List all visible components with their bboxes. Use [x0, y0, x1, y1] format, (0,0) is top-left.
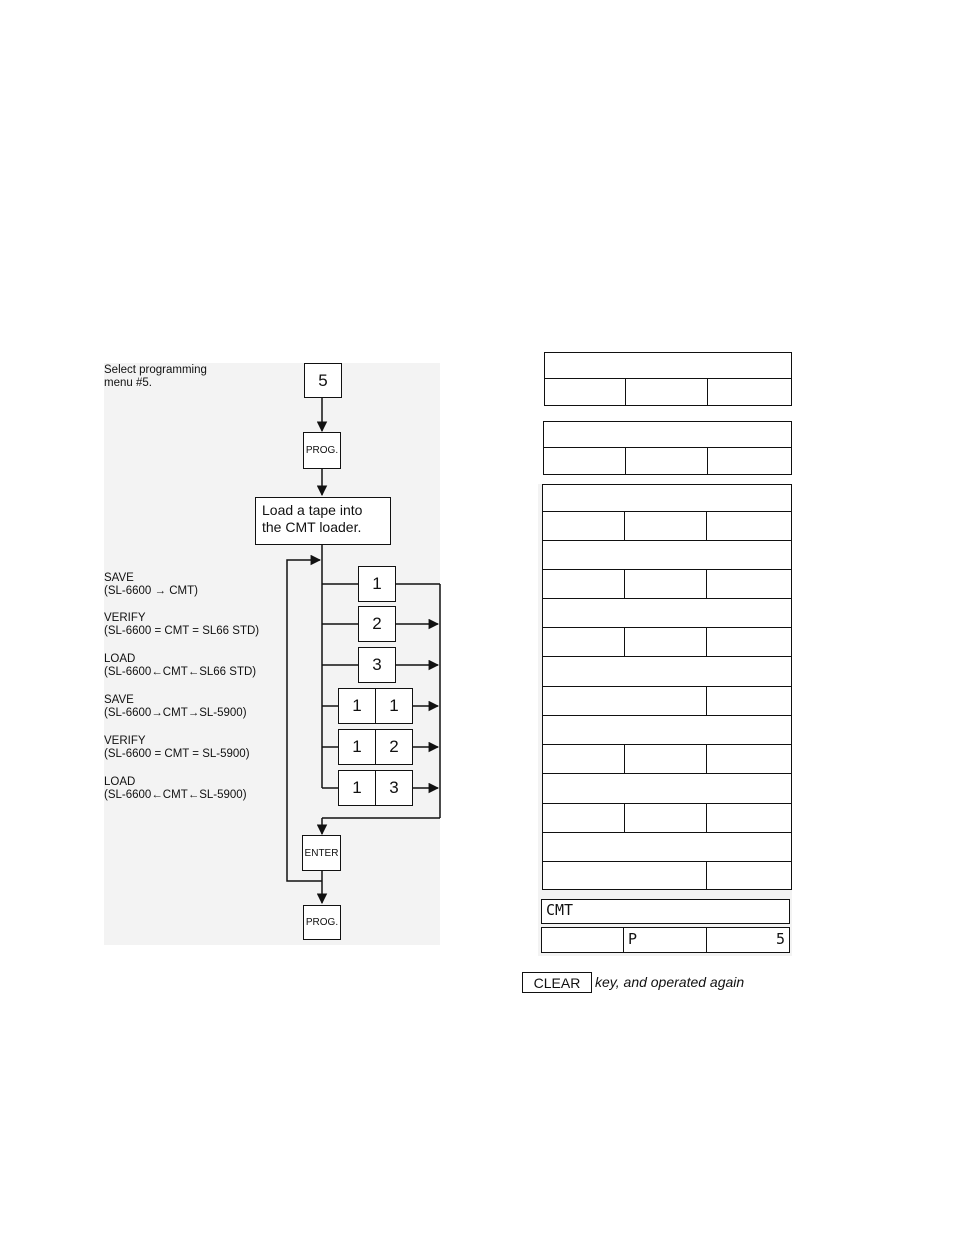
- verify-std-line1: VERIFY: [104, 612, 146, 624]
- save-5900-line2: (SL-6600→CMT→SL-5900): [104, 707, 247, 719]
- display-block-9-cell-right: [706, 861, 792, 890]
- option-3-key[interactable]: 3: [358, 647, 396, 683]
- load-std-line1: LOAD: [104, 653, 136, 665]
- display-block-8-cell-left: [542, 803, 625, 833]
- display-block-5-cell-right: [706, 627, 792, 657]
- display-block-4-top: [542, 540, 792, 570]
- cmt-display-top: CMT: [541, 899, 790, 924]
- load-std-line2: (SL-6600←CMT←SL66 STD): [104, 666, 257, 678]
- load-tape-line1: Load a tape into: [262, 502, 363, 518]
- display-block-1-cell-left: [544, 378, 626, 406]
- display-block-2-top: [543, 421, 792, 448]
- display-block-7-cell-left: [542, 744, 625, 774]
- option-13-key-b[interactable]: 3: [375, 770, 413, 806]
- display-block-1-cell-right: [707, 378, 792, 406]
- option-2-key[interactable]: 2: [358, 606, 396, 642]
- display-block-9-cell-wide: [542, 861, 707, 890]
- verify-std-line2: (SL-6600 = CMT = SL66 STD): [104, 625, 260, 637]
- option-13-key-a[interactable]: 1: [338, 770, 376, 806]
- display-block-3-cell-left: [542, 511, 625, 541]
- display-block-7-cell-mid: [624, 744, 707, 774]
- select-menu-line2: menu #5.: [104, 377, 152, 389]
- option-1-key[interactable]: 1: [358, 566, 396, 602]
- load-5900-line2: (SL-6600←CMT←SL-5900): [104, 789, 247, 801]
- display-block-5-top: [542, 598, 792, 628]
- display-block-4-cell-right: [706, 569, 792, 599]
- menu-5-key[interactable]: 5: [304, 363, 342, 398]
- option-12-key-a[interactable]: 1: [338, 729, 376, 765]
- display-block-5-cell-left: [542, 627, 625, 657]
- option-11-key-b[interactable]: 1: [375, 688, 413, 724]
- load-5900-line1: LOAD: [104, 776, 136, 788]
- select-menu-line1: Select programming: [104, 364, 207, 376]
- display-block-1-cell-mid: [625, 378, 708, 406]
- display-block-7-top: [542, 715, 792, 745]
- display-block-2-cell-mid: [625, 447, 708, 475]
- clear-key[interactable]: CLEAR: [522, 972, 592, 993]
- cmt-display-cell-mid: P: [623, 927, 707, 953]
- save-5900-line1: SAVE: [104, 694, 134, 706]
- save-std-line2: (SL-6600 → CMT): [104, 585, 198, 597]
- display-block-6-cell-wide: [542, 686, 707, 716]
- display-block-3-top: [542, 484, 792, 512]
- display-block-1-top: [544, 352, 792, 379]
- display-block-8-cell-right: [706, 803, 792, 833]
- clear-key-note: key, and operated again: [595, 974, 745, 990]
- verify-5900-line2: (SL-6600 = CMT = SL-5900): [104, 748, 250, 760]
- display-block-2-cell-left: [543, 447, 626, 475]
- save-std-line1: SAVE: [104, 572, 134, 584]
- display-block-2-cell-right: [707, 447, 792, 475]
- load-tape-line2: the CMT loader.: [262, 519, 362, 535]
- option-11-key-a[interactable]: 1: [338, 688, 376, 724]
- display-block-3-cell-mid: [624, 511, 707, 541]
- display-block-6-cell-right: [706, 686, 792, 716]
- display-block-8-cell-mid: [624, 803, 707, 833]
- display-block-8-top: [542, 773, 792, 804]
- display-block-3-cell-right: [706, 511, 792, 541]
- enter-key[interactable]: ENTER: [302, 835, 341, 871]
- display-block-5-cell-mid: [624, 627, 707, 657]
- display-block-4-cell-mid: [624, 569, 707, 599]
- prog-key-bottom[interactable]: PROG.: [303, 905, 341, 940]
- display-block-4-cell-left: [542, 569, 625, 599]
- verify-5900-line1: VERIFY: [104, 735, 146, 747]
- display-block-9-top: [542, 832, 792, 862]
- display-block-7-cell-right: [706, 744, 792, 774]
- option-12-key-b[interactable]: 2: [375, 729, 413, 765]
- prog-key-top[interactable]: PROG.: [303, 432, 341, 469]
- cmt-display-cell-right: 5: [706, 927, 790, 953]
- load-tape-message: [255, 497, 391, 545]
- cmt-display-cell-left: [541, 927, 624, 953]
- display-block-6-top: [542, 656, 792, 687]
